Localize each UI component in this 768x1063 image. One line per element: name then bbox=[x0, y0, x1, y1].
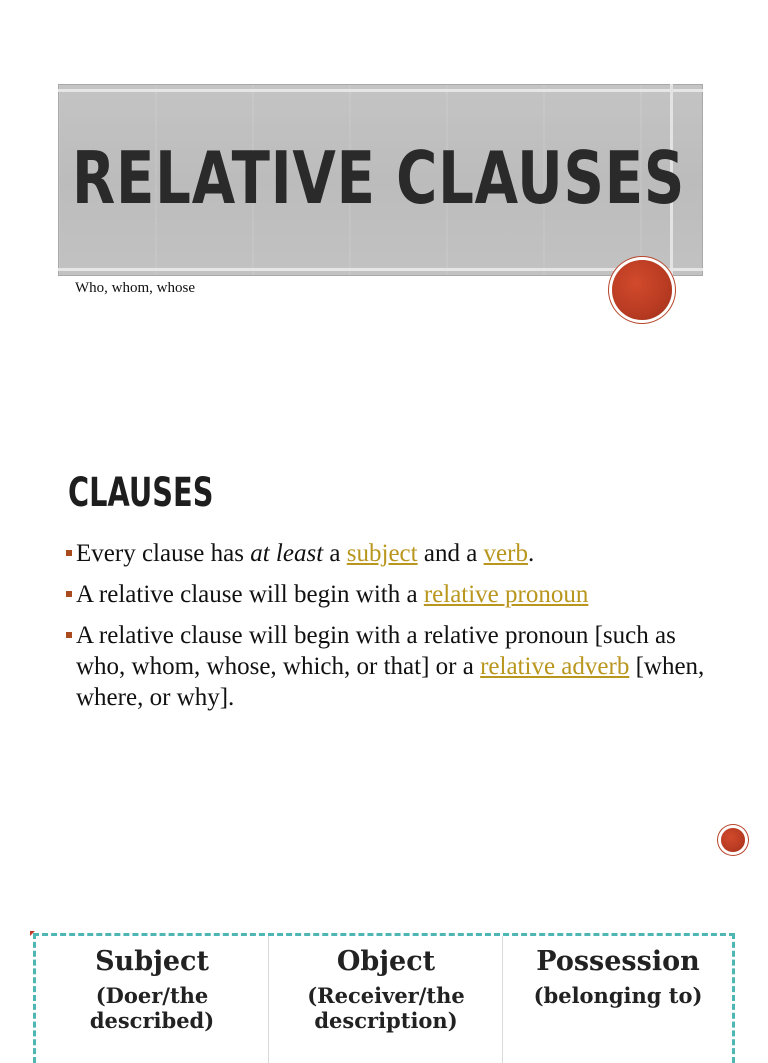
title-slide bbox=[0, 0, 768, 420]
column-subheading: (Receiver/the description) bbox=[307, 983, 465, 1033]
slide-subtitle: Who, whom, whose bbox=[75, 280, 195, 296]
bullet-text: [when, where, or why]. bbox=[76, 653, 705, 711]
bullet-text: and a bbox=[417, 540, 484, 567]
table-column-possession bbox=[502, 936, 733, 1063]
bullet-list bbox=[66, 538, 706, 723]
glossary-link[interactable]: subject bbox=[346, 540, 418, 567]
pronoun-table bbox=[33, 933, 735, 1063]
bullet-item bbox=[66, 620, 706, 713]
column-heading: Object bbox=[336, 946, 436, 977]
table-column-object bbox=[268, 936, 503, 1063]
glossary-link[interactable]: relative pronoun bbox=[423, 581, 589, 608]
bullet-text: A relative clause will begin with a bbox=[76, 581, 424, 608]
red-circle-ornament bbox=[612, 260, 672, 320]
bullet-text: A relative clause will begin with a relative pronoun [such as who, whom, whose, which, or that] or a bbox=[76, 622, 676, 680]
bullet-text: at least bbox=[250, 540, 324, 567]
bullet-text: . bbox=[527, 540, 535, 567]
column-heading: Possession bbox=[536, 946, 700, 977]
bullet-text: Every clause has bbox=[76, 540, 251, 567]
title-banner bbox=[58, 84, 703, 276]
table-column-subject bbox=[36, 936, 268, 1063]
table-slide bbox=[0, 905, 768, 1033]
bullet-item bbox=[66, 538, 706, 569]
slide-title: RELATIVE CLAUSES bbox=[72, 136, 686, 220]
column-subheading: (Doer/the described) bbox=[89, 983, 215, 1033]
column-subheading: (belonging to) bbox=[533, 983, 703, 1008]
column-heading: Subject bbox=[95, 946, 209, 977]
glossary-link[interactable]: relative adverb bbox=[480, 653, 630, 680]
clauses-slide bbox=[0, 440, 768, 900]
section-heading: CLAUSES bbox=[68, 470, 214, 516]
bullet-text: a bbox=[323, 540, 347, 567]
bullet-item bbox=[66, 579, 706, 610]
red-circle-ornament-small bbox=[721, 828, 745, 852]
glossary-link[interactable]: verb bbox=[483, 540, 528, 567]
